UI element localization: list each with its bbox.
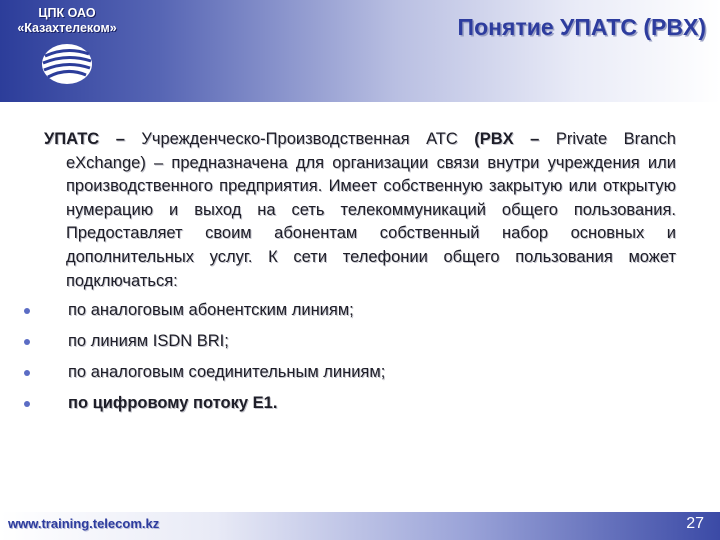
connection-list [44,299,676,416]
page-number: 27 [686,515,704,532]
term-label: УПАТС [44,130,100,148]
term-dash: – [115,130,125,148]
list-item-text: по аналоговым соединительным линиям; [68,363,386,382]
definition-body: – предназначена для организации связи внутри учреждения или производственного предприятия. Имеет собственную закрытую или открытую нумерацию и выход на сеть телекоммуникаций общего пользования. Предоставляет своим абонентам собственный набор основных и дополнительных услуг. К сети телефонии общего пользования может подключаться: [66,153,676,290]
list-item [44,299,676,323]
company-logo-icon [39,42,95,86]
bullet-dot-icon [24,308,30,314]
footer-url-link[interactable]: www.training.telecom.kz [8,516,160,531]
slide-content [44,128,676,424]
list-item [44,392,676,416]
term-abbreviation: (PBX [474,130,514,148]
bullet-dot-icon [24,339,30,345]
bullet-dot-icon [24,370,30,376]
term-expansion: Учрежденческо-Производственная АТС [141,130,458,148]
definition-paragraph [44,128,676,293]
list-item-text: по линиям ISDN BRI; [68,332,229,351]
org-name-line2: «Казахтелеком» [17,21,117,35]
slide-title: Понятие УПАТС (PBX) [457,14,706,40]
english-expansion: Private Branch eXchange) [66,130,676,172]
org-name-line1: ЦПК ОАО [38,6,96,20]
list-item [44,330,676,354]
list-item [44,361,676,385]
logo-block [8,6,126,86]
list-item-text: по аналоговым абонентским линиям; [68,301,354,320]
bullet-dot-icon [24,401,30,407]
list-item-text: по цифровому потоку Е1. [68,394,278,413]
abbr-dash: – [530,130,540,148]
